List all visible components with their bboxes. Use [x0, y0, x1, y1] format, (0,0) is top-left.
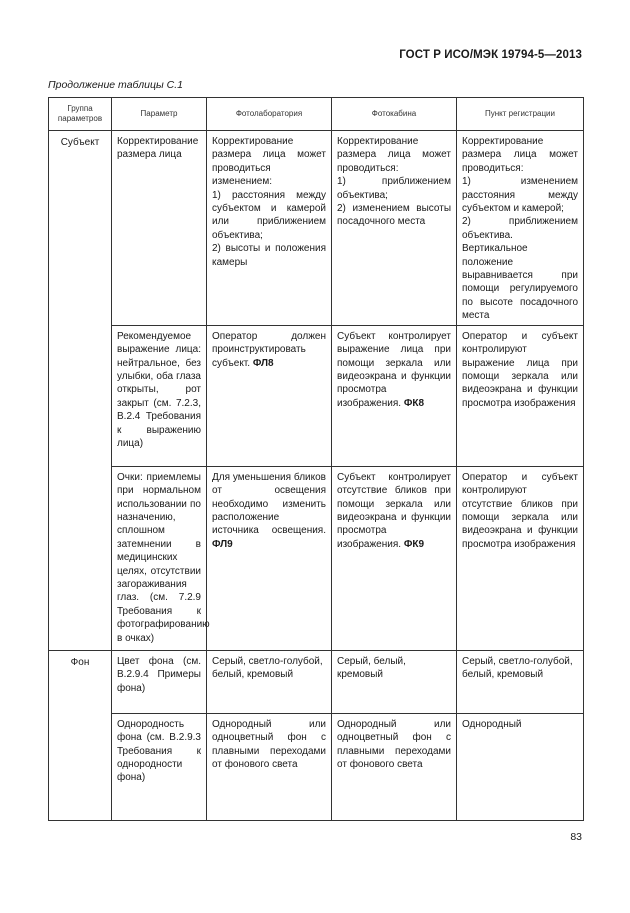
parameters-table	[48, 97, 584, 821]
table-row	[49, 131, 584, 326]
photo-lab-cell	[207, 325, 332, 466]
table-row	[49, 466, 584, 650]
photo-booth-cell	[332, 325, 457, 466]
column-header-photo-booth: Фотокабина	[332, 98, 457, 131]
column-header-group: Группа параметров	[49, 98, 112, 131]
code-label: ФК8	[403, 397, 425, 409]
registration-cell: Корректирование размера лица может проводиться: 1) изменением расстояния между субъектом и камерой; 2) приближением объектива. Вертикальное положение выравнивается при помощи регулируемого по высоте посадочного места	[457, 131, 584, 326]
parameter-cell: Цвет фона (см. B.2.9.4 Примеры фона)	[112, 650, 207, 713]
photo-booth-cell: Серый, белый, кремовый	[332, 650, 457, 713]
cell-text: Оператор должен проинструктировать субъект.	[212, 330, 326, 369]
registration-cell: Оператор и субъект контролируют выражение лица при помощи зеркала или видеоэкрана и функции просмотра изображения	[457, 325, 584, 466]
cell-text: Корректирование размера лица может проводиться изменением: 1) расстояния между субъектом и камерой или приближением объектива; 2) высоты и положения камеры	[212, 136, 326, 268]
cell-text: Субъект контролирует отсутствие бликов при помощи зеркала или видеоэкрана и функции просмотра изображения.	[337, 471, 451, 550]
group-cell-background: Фон	[49, 650, 112, 820]
photo-lab-cell	[207, 131, 332, 326]
table-caption: Продолжение таблицы С.1	[48, 79, 183, 91]
group-cell-subject: Субъект	[49, 131, 112, 651]
photo-booth-cell	[332, 131, 457, 326]
column-header-parameter: Параметр	[112, 98, 207, 131]
photo-booth-cell	[332, 466, 457, 650]
page-number: 83	[570, 831, 582, 843]
table-row	[49, 713, 584, 820]
document-standard-header: ГОСТ Р ИСО/МЭК 19794-5—2013	[399, 49, 582, 61]
parameter-cell: Однородность фона (см. B.2.9.3 Требования к однородности фона)	[112, 713, 207, 820]
table-row	[49, 650, 584, 713]
column-header-photo-lab: Фотолаборатория	[207, 98, 332, 131]
registration-cell: Серый, светло-голубой, белый, кремовый	[457, 650, 584, 713]
registration-cell: Однородный	[457, 713, 584, 820]
code-label: ФЛ9	[212, 538, 233, 550]
table-header-row	[49, 98, 584, 131]
cell-text: Для уменьшения бликов от освещения необходимо изменить расположение источника освещения.	[212, 471, 326, 537]
photo-lab-cell	[207, 466, 332, 650]
parameter-cell: Очки: приемлемы при нормальном использовании по назначению, сплошном затемнении в медицинских целях, отсутствии загораживания глаз. (см. 7.2.9 Требования к фотографированию в очках)	[112, 466, 207, 650]
registration-cell: Оператор и субъект контролируют отсутствие бликов при помощи зеркала или видеоэкрана и функции просмотра изображения	[457, 466, 584, 650]
code-label: ФЛ8	[252, 357, 274, 369]
photo-lab-cell: Серый, светло-голубой, белый, кремовый	[207, 650, 332, 713]
cell-text: Субъект контролирует выражение лица при помощи зеркала или видеоэкрана и функции просмотра изображения.	[337, 330, 451, 409]
column-header-registration-point: Пункт регистрации	[457, 98, 584, 131]
table-row	[49, 325, 584, 466]
code-label: ФК9	[403, 538, 425, 550]
photo-booth-cell: Однородный или одноцветный фон с плавными переходами от фонового света	[332, 713, 457, 820]
cell-text: Корректирование размера лица может проводиться: 1) приближением объектива; 2) изменением высоты посадочного места	[337, 136, 451, 228]
parameter-cell: Рекомендуемое выражение лица: нейтральное, без улыбки, оба глаза открыты, рот закрыт (см. 7.2.3, B.2.4 Требования к выражению лица)	[112, 325, 207, 466]
photo-lab-cell: Однородный или одноцветный фон с плавными переходами от фонового света	[207, 713, 332, 820]
parameter-cell: Корректирование размера лица	[112, 131, 207, 326]
